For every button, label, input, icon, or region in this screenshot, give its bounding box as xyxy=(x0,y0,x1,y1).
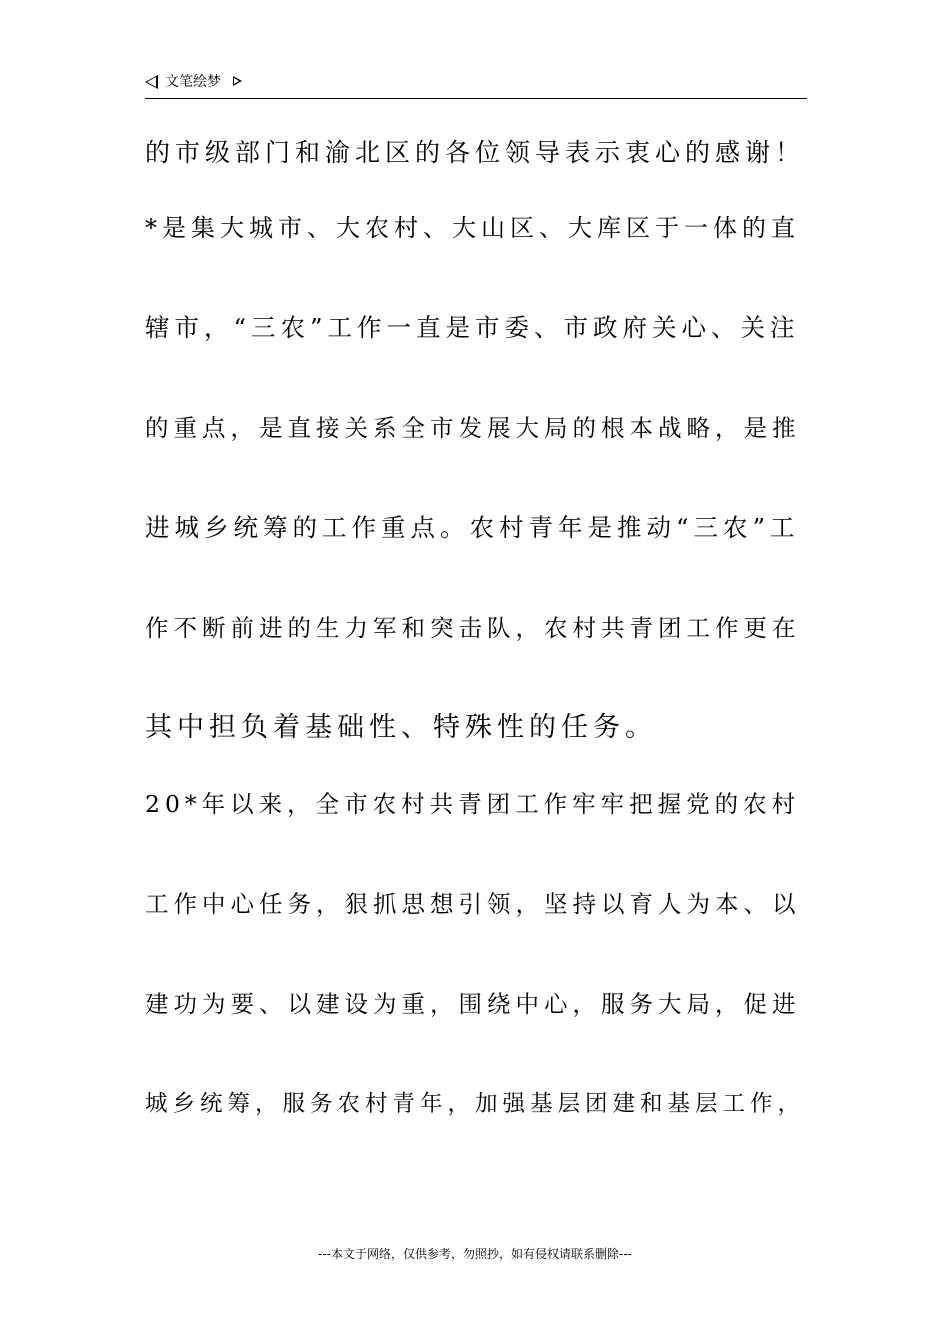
body-line: 进城乡统筹的工作重点。农村青年是推动“三农”工 xyxy=(145,513,800,542)
page-header xyxy=(145,72,807,99)
triangle-left-icon xyxy=(145,75,158,89)
brand-label: 文笔绘梦 xyxy=(165,74,221,90)
body-line: 工作中心任务，狠抓思想引领，坚持以育人为本、以 xyxy=(145,890,801,918)
body-line: 的市级部门和渝北区的各位领导表示衷心的感谢！ xyxy=(145,138,806,167)
triangle-right-icon xyxy=(233,76,242,86)
footer-disclaimer: ---本文于网络，仅供参考，勿照抄，如有侵权请联系删除--- xyxy=(318,1247,632,1261)
body-line: 辖市，“三农”工作一直是市委、市政府关心、关注 xyxy=(145,313,800,342)
body-line: 作不断前进的生力军和突击队，农村共青团工作更在 xyxy=(145,614,801,642)
body-line: 的重点，是直接关系全市发展大局的根本战略，是推 xyxy=(145,414,801,442)
body-line: 建功为要、以建设为重，围绕中心，服务大局，促进 xyxy=(145,990,801,1018)
body-line: *是集大城市、大农村、大山区、大库区于一体的直 xyxy=(145,214,800,242)
body-line: 城乡统筹，服务农村青年，加强基层团建和基层工作， xyxy=(145,1091,806,1117)
body-line: 20*年以来，全市农村共青团工作牢牢把握党的农村 xyxy=(145,790,801,818)
body-line: 其中担负着基础性、特殊性的任务。 xyxy=(145,712,657,743)
